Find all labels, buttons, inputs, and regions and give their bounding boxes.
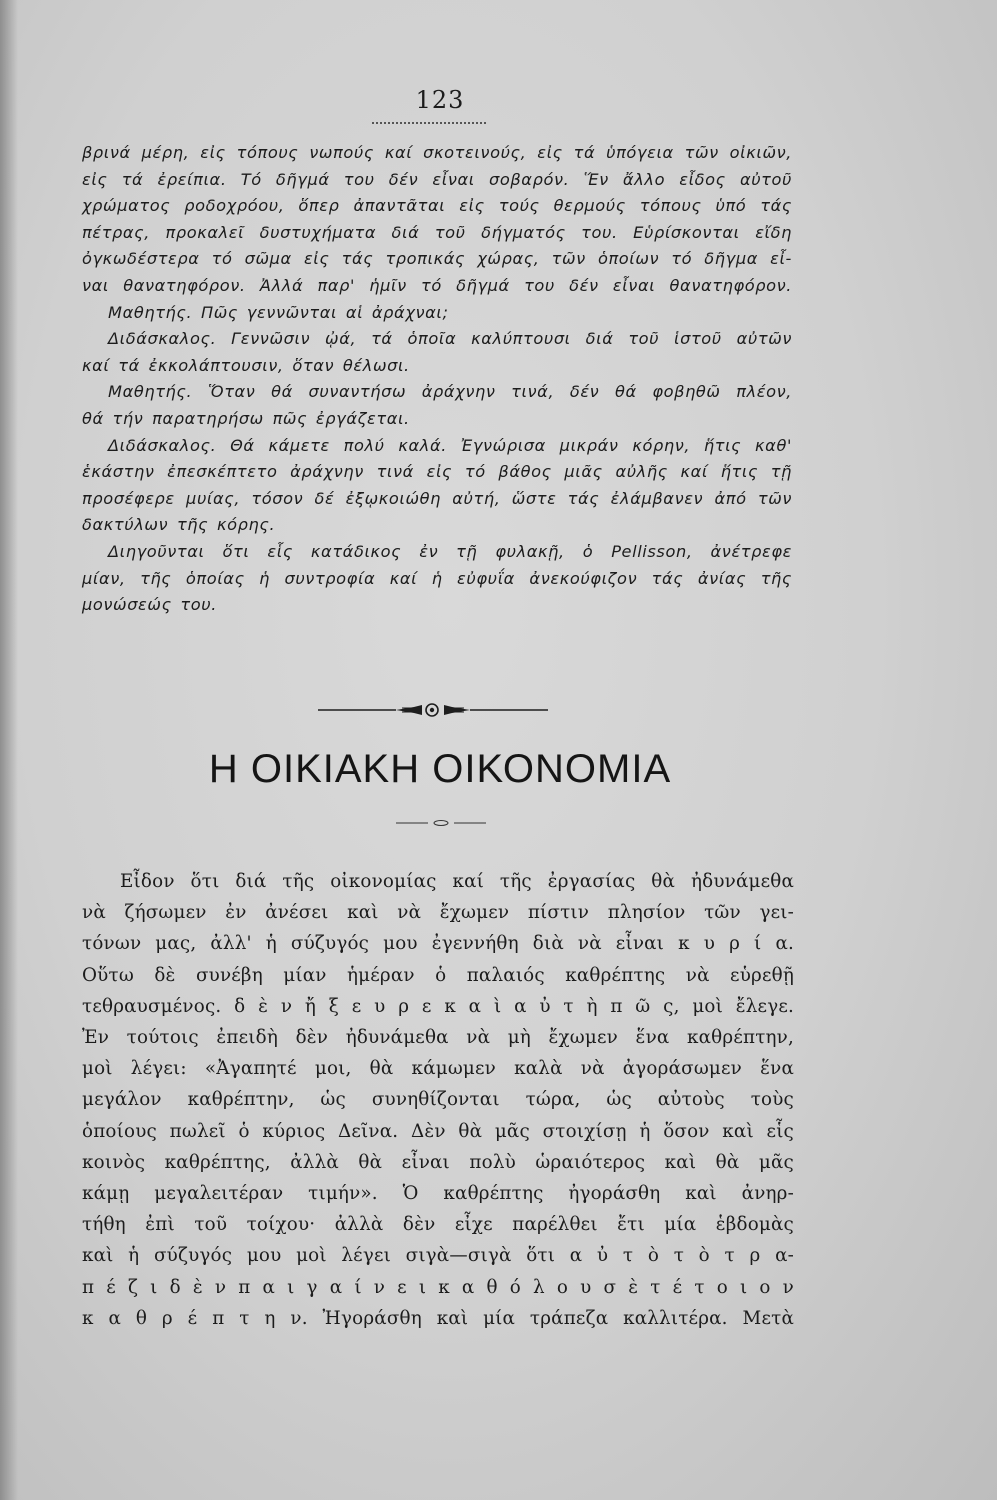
dialogue-line: Μαθητής. Ὅταν θά συναντήσω ἀράχνην τινά, δέν θά φοβηθῶ πλέον,	[108, 382, 792, 402]
text-line: εἰς τά ἐρείπια. Τό δῆγμά του δέν εἶναι σοβαρόν. Ἕν ἄλλο εἶδος αὐτοῦ	[82, 169, 792, 189]
text-line: ὀγκωδέστερα τό σῶμα εἰς τάς τροπικάς χώρας, τῶν ὁποίων τό δῆγμα εἶ-	[82, 249, 792, 269]
section-title: Η ΟΙΚΙΑΚΗ ΟΙΚΟΝΟΜΙΑ	[208, 747, 672, 791]
text-line: νὰ ζήσωμεν ἐν ἀνέσει καὶ νὰ ἔχωμεν πίστιν πλησίον τῶν γει-	[82, 902, 794, 924]
text-line: τεθραυσμένος. δ ὲ ν ἤ ξ ε υ ρ ε κ α ὶ α ὐ τ ὴ π ῶ ς, μοὶ ἔλεγε.	[82, 995, 794, 1017]
title-underline-rule	[396, 818, 486, 828]
text-line: κάμῃ μεγαλειτέραν τιμήν». Ὁ καθρέπτης ἠγοράσθη καὶ ἀνηρ-	[82, 1183, 794, 1205]
text-line: μεγάλον καθρέπτην, ὡς συνηθίζονται τώρα, ὡς αὐτοὺς τοὺς	[82, 1089, 794, 1111]
text-line: μίαν, τῆς ὁποίας ἡ συντροφία καί ἡ εὐφυΐα ἀνεκούφιζον τάς ἀνίας τῆς	[82, 568, 792, 588]
upper-text-block	[82, 140, 792, 619]
text-line: Εἶδον ὅτι διά τῆς οἰκονομίας καί τῆς ἐργασίας θὰ ἠδυνάμεθα	[120, 871, 794, 892]
text-line: χρώματος ροδοχρόου, ὅπερ ἀπαντᾶται εἰς τούς θερμούς τόπους ὑπό τάς	[82, 196, 792, 216]
text-line: δακτύλων τῆς κόρης.	[82, 515, 276, 535]
text-line: προσέφερε μυίας, τόσον δέ ἐξῳκοιώθη αὐτή, ὥστε τάς ἐλάμβανεν ἀπό τῶν	[82, 488, 792, 508]
text-line: μοὶ λέγει: «Ἀγαπητέ μοι, θὰ κάμωμεν καλὰ νὰ ἀγοράσωμεν ἕνα	[82, 1058, 794, 1080]
page-number-rule	[372, 122, 486, 124]
text-line: ἑκάστην ἐπεσκέπτετο ἀράχνην τινά εἰς τό βάθος μιᾶς αὐλῆς καί ἥτις τῇ	[82, 462, 792, 482]
lower-text-block	[82, 866, 794, 1334]
dialogue-line: Διδάσκαλος. Θά κάμετε πολύ καλά. Ἐγνώρισα μικράν κόρην, ἥτις καθ'	[108, 435, 792, 455]
dialogue-line: Διδάσκαλος. Γεννῶσιν ᾠά, τά ὁποῖα καλύπτουσι διά τοῦ ἱστοῦ αὐτῶν	[108, 329, 792, 349]
page-edge-shadow	[0, 0, 18, 1500]
text-line: κ α θ ρ έ π τ η ν. Ἠγοράσθη καὶ μία τράπεζα καλλιτέρα. Μετὰ	[82, 1307, 794, 1329]
text-line: ναι θανατηφόρον. Ἀλλά παρ' ἡμῖν τό δῆγμά του δέν εἶναι θανατηφόρον.	[82, 275, 792, 295]
text-line: καί τά ἐκκολάπτουσιν, ὅταν θέλωσι.	[82, 355, 410, 375]
text-line: θά τήν παρατηρήσω πῶς ἐργάζεται.	[82, 408, 410, 428]
dialogue-line: Μαθητής. Πῶς γεννῶνται αἱ ἀράχναι;	[108, 302, 449, 322]
text-line: μονώσεώς του.	[82, 595, 217, 615]
text-line: τήθη ἐπὶ τοῦ τοίχου· ἀλλὰ δὲν εἶχε παρέλθει ἔτι μία ἑβδομὰς	[82, 1214, 794, 1236]
text-line: ὁποίους πωλεῖ ὁ κύριος Δεῖνα. Δὲν θὰ μᾶς στοιχίσῃ ἡ ὅσον καὶ εἷς	[82, 1120, 794, 1142]
text-line: Οὕτω δὲ συνέβη μίαν ἡμέραν ὁ παλαιός καθρέπτης νὰ εὑρεθῇ	[82, 964, 794, 986]
text-line: πέτρας, προκαλεῖ δυστυχήματα διά τοῦ δήγματός του. Εὑρίσκονται εἴδη	[82, 222, 792, 242]
text-line: π έ ζ ι δ ὲ ν π α ι γ α ί ν ε ι κ α θ ό λ ο υ σ ὲ τ έ τ ο ι ο ν	[82, 1276, 794, 1298]
page-number: 123	[415, 86, 465, 114]
text-line: τόνων μας, ἀλλ' ἡ σύζυγός μου ἐγεννήθη διὰ νὰ εἶναι κ υ ρ ί α.	[82, 933, 794, 955]
text-line: καὶ ἡ σύζυγός μου μοὶ λέγει σιγὰ—σιγὰ ὅτι α ὐ τ ὸ τ ὸ τ ρ α-	[82, 1245, 794, 1267]
ornament-divider	[318, 699, 548, 721]
text-line: βρινά μέρη, εἰς τόπους νωπούς καί σκοτεινούς, εἰς τά ὑπόγεια τῶν οἰκιῶν,	[82, 143, 792, 162]
text-line: κοινὸς καθρέπτης, ἀλλὰ θὰ εἶναι πολὺ ὡραιότερος καὶ θὰ μᾶς	[82, 1151, 794, 1173]
text-line: Διηγοῦνται ὅτι εἷς κατάδικος ἐν τῇ φυλακῇ, ὁ Pellisson, ἀνέτρεφε	[108, 541, 792, 561]
text-line: Ἐν τούτοις ἐπειδὴ δὲν ἠδυνάμεθα νὰ μὴ ἔχωμεν ἕνα καθρέπτην,	[82, 1027, 794, 1049]
